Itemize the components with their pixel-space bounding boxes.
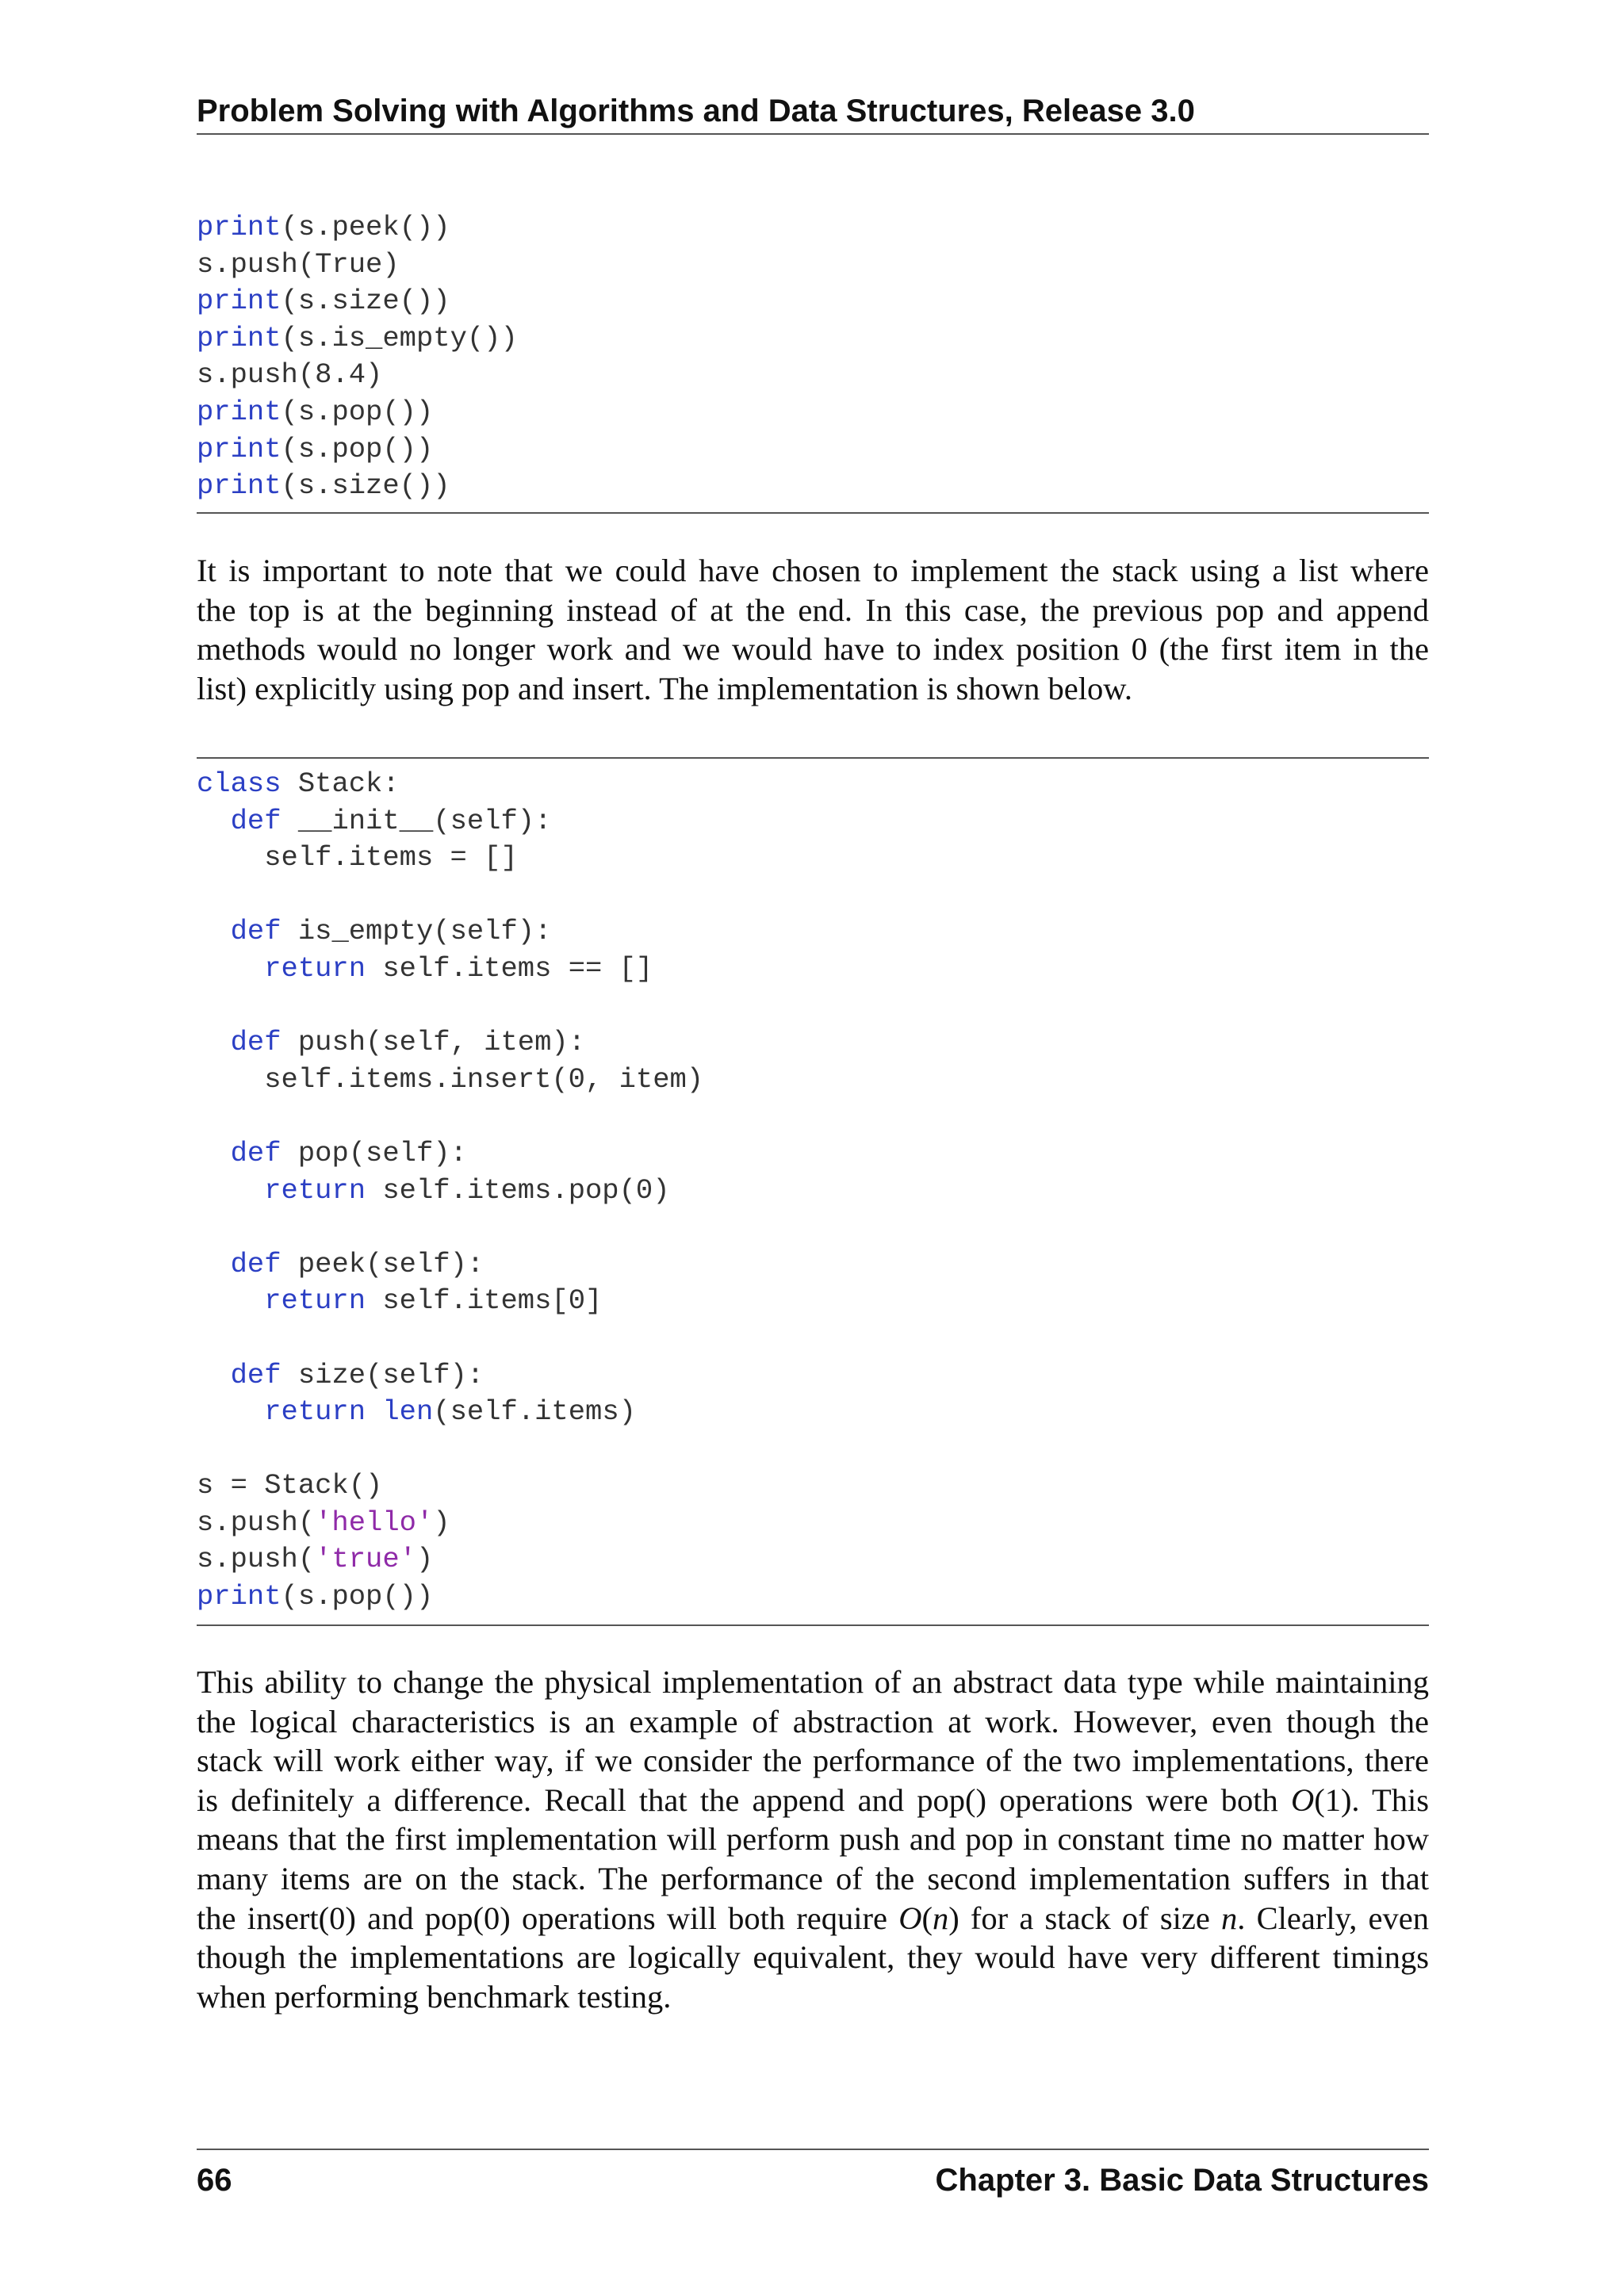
code-text: (s.peek()) (281, 211, 450, 243)
code-keyword: len (382, 1395, 434, 1429)
code-block-stack-usage (197, 209, 1429, 505)
paragraph-text: though the implementations are logically equivalent, they would have very different timings (197, 1939, 1429, 1976)
code-text: peek(self): (281, 1247, 485, 1280)
code-text: (s.pop()) (281, 395, 434, 428)
code-line (197, 1246, 1429, 1284)
code-keyword: return (264, 1173, 366, 1207)
code-line (197, 1173, 1429, 1210)
code-text: (s.is_empty()) (281, 321, 518, 354)
code-keyword: print (197, 469, 282, 503)
code-line (197, 283, 1429, 320)
code-keyword: print (197, 395, 282, 428)
page-footer (197, 2149, 1429, 2198)
code-line (197, 1431, 1429, 1468)
code-line (197, 1541, 1429, 1578)
code-keyword: def (230, 1026, 282, 1059)
code-line (197, 1468, 1429, 1505)
code-line (197, 1209, 1429, 1246)
paragraph-performance (197, 1663, 1429, 2016)
code-text: ) (416, 1543, 434, 1576)
paragraph-line: the top is at the beginning instead of at the end. In this case, the previous pop and append (197, 591, 1429, 628)
code-line (197, 1394, 1429, 1431)
paragraph-line (197, 1899, 1429, 1938)
math-symbol: O (898, 1900, 922, 1936)
paragraph-line: methods would no longer work and we would have to index position 0 (the first item in the (197, 631, 1429, 668)
code-keyword: return (264, 1395, 366, 1429)
code-line (197, 357, 1429, 394)
paragraph-line (197, 1820, 1429, 1859)
code-text: (self.items) (433, 1395, 636, 1429)
code-line (197, 1357, 1429, 1395)
page-number: 66 (197, 2163, 232, 2198)
paragraph-line (197, 1938, 1429, 1977)
paragraph-text: the logical characteristics is an example of abstraction at work. However, even though the (197, 1703, 1429, 1739)
code-line (197, 320, 1429, 358)
code-line (197, 431, 1429, 469)
code-string: 'true' (315, 1543, 416, 1576)
code-text (197, 915, 231, 947)
code-keyword: print (197, 285, 282, 318)
code-line (197, 1578, 1429, 1616)
math-symbol: O (1290, 1781, 1315, 1818)
code-keyword: def (230, 915, 282, 948)
code-line (197, 1320, 1429, 1357)
paragraph-text: ( (921, 1900, 933, 1936)
chapter-title: Chapter 3. Basic Data Structures (935, 2163, 1429, 2198)
code-keyword: def (230, 1247, 282, 1280)
paragraph-text: means that the first implementation will perform push and pop in constant time no matter how (197, 1821, 1429, 1858)
code-text: s.push( (197, 1543, 316, 1576)
code-keyword: print (197, 211, 282, 243)
code-text (197, 1284, 264, 1317)
code-text (197, 1174, 264, 1207)
code-line (197, 951, 1429, 988)
paragraph-text: many items are on the stack. The performance of the second implementation suffers in that (197, 1860, 1429, 1896)
code-line (197, 913, 1429, 951)
code-text: s = Stack() (197, 1469, 383, 1502)
code-line (197, 877, 1429, 914)
code-keyword: print (197, 432, 282, 465)
code-keyword: print (197, 1580, 282, 1613)
math-symbol: n (1221, 1900, 1238, 1936)
code-line (197, 988, 1429, 1025)
code-text (197, 1248, 231, 1280)
code-text: is_empty(self): (281, 915, 552, 948)
paragraph-text: when performing benchmark testing. (197, 1978, 672, 2015)
code-keyword: def (230, 804, 282, 837)
code-text: self.items = [] (197, 841, 518, 874)
code-block-top-rule (197, 757, 1429, 759)
code-text (366, 1395, 382, 1428)
paragraph-text: stack will work either way, if we consider the performance of the two implementations, there (197, 1743, 1429, 1779)
code-text: ) (433, 1506, 450, 1539)
code-text (197, 1026, 231, 1058)
code-text: self.items.insert(0, item) (197, 1062, 704, 1096)
code-block-bottom-rule (197, 1624, 1429, 1626)
paragraph-list-implementation (197, 551, 1429, 708)
paragraph-text: the insert(0) and pop(0) operations will both require (197, 1900, 899, 1936)
code-line (197, 1283, 1429, 1320)
code-text: (s.pop()) (281, 432, 434, 465)
paragraph-text: is definitely a difference. Recall that the append and pop() operations were both (197, 1781, 1291, 1818)
code-text (197, 805, 231, 837)
code-line (197, 468, 1429, 505)
code-text: self.items[0] (366, 1284, 603, 1318)
code-line (197, 247, 1429, 284)
code-text (197, 1137, 231, 1169)
running-header: Problem Solving with Algorithms and Data Structures, Release 3.0 (197, 90, 1429, 135)
paragraph-line (197, 1977, 1429, 2017)
paragraph-text: (1). This (1314, 1781, 1429, 1818)
code-line (197, 1024, 1429, 1062)
code-line (197, 209, 1429, 247)
math-symbol: n (932, 1900, 949, 1936)
code-line (197, 1135, 1429, 1173)
paragraph-line: list) explicitly using pop and insert. The implementation is shown below. (197, 670, 1132, 706)
paragraph-text: . Clearly, even (1237, 1900, 1429, 1936)
code-line (197, 840, 1429, 877)
code-text: pop(self): (281, 1136, 467, 1169)
code-text: (s.pop()) (281, 1580, 434, 1613)
paragraph-text: This ability to change the physical implementation of an abstract data type while maintaining (197, 1664, 1429, 1700)
code-text: (s.size()) (281, 285, 450, 318)
code-keyword: def (230, 1358, 282, 1391)
code-keyword: class (197, 767, 282, 800)
code-string: 'hello' (315, 1506, 434, 1539)
code-text: __init__(self): (281, 804, 552, 837)
code-block-bottom-rule (197, 512, 1429, 514)
code-line (197, 1098, 1429, 1135)
code-keyword: return (264, 1284, 366, 1318)
code-text: s.push(8.4) (197, 358, 383, 392)
code-line (197, 394, 1429, 431)
paragraph-line: It is important to note that we could have chosen to implement the stack using a list where (197, 553, 1429, 588)
paragraph-line (197, 1741, 1429, 1781)
paragraph-line (197, 1702, 1429, 1742)
code-text (197, 1359, 231, 1391)
paragraph-line (197, 1663, 1429, 1702)
code-keyword: print (197, 321, 282, 354)
code-text: Stack: (281, 767, 400, 800)
paragraph-line (197, 1859, 1429, 1899)
code-text: self.items.pop(0) (366, 1173, 670, 1207)
code-text: (s.size()) (281, 469, 450, 503)
code-text (197, 1395, 264, 1428)
code-block-stack-class (197, 766, 1429, 1616)
code-line (197, 1062, 1429, 1099)
code-text: size(self): (281, 1358, 485, 1391)
code-keyword: return (264, 951, 366, 985)
code-line (197, 766, 1429, 803)
code-text: s.push( (197, 1506, 316, 1539)
paragraph-line (197, 1781, 1429, 1820)
paragraph-text: ) for a stack of size (948, 1900, 1222, 1936)
code-text (197, 952, 264, 985)
code-line (197, 803, 1429, 840)
code-text: self.items == [] (366, 951, 653, 985)
code-keyword: def (230, 1136, 282, 1169)
page (197, 0, 1429, 2296)
code-text: push(self, item): (281, 1026, 585, 1059)
code-line (197, 1505, 1429, 1542)
code-text: s.push(True) (197, 247, 400, 281)
